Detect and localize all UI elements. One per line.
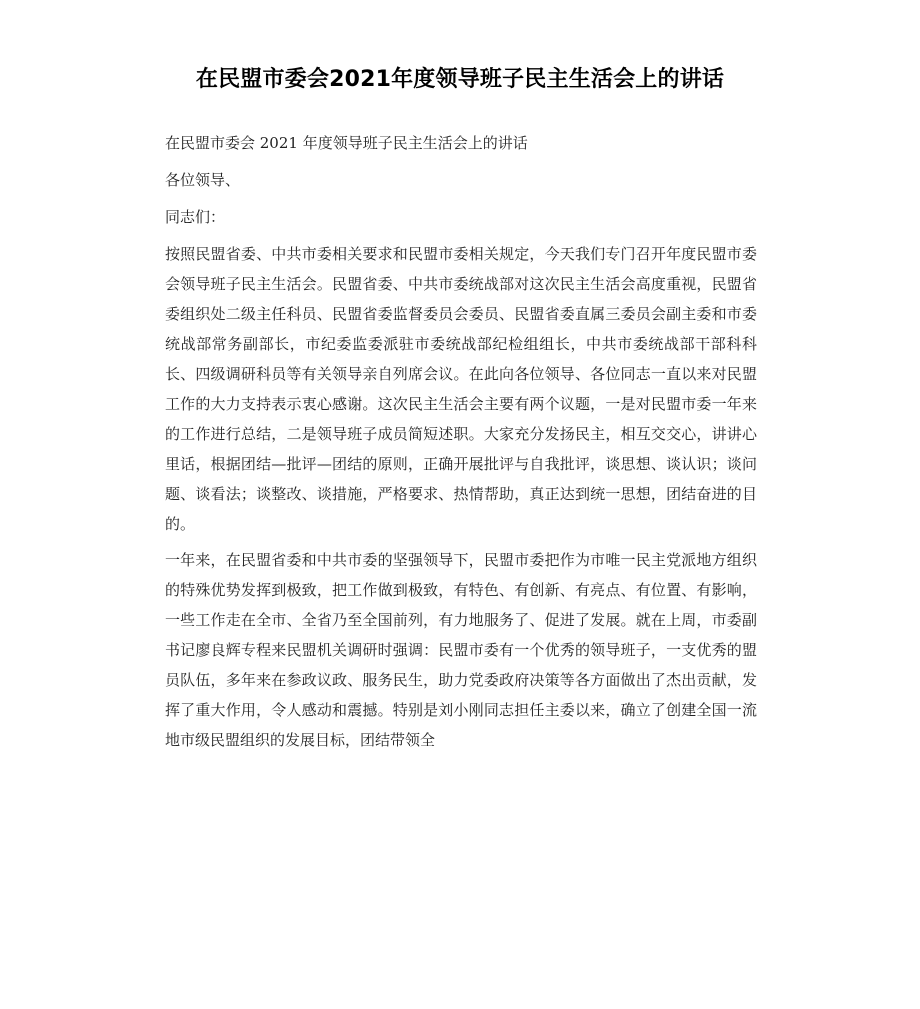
document-body: [165, 128, 757, 755]
document-subtitle: 在民盟市委会 2021 年度领导班子民主生活会上的讲话: [165, 134, 528, 152]
document-title: 在民盟市委会2021年度领导班子民主生活会上的讲话: [195, 67, 725, 92]
salutation-leaders: 各位领导、: [165, 171, 241, 189]
body-paragraph-2: 一年来，在民盟省委和中共市委的坚强领导下，民盟市委把作为市唯一民主党派地方组织的特殊优势发挥到极致，把工作做到极致，有特色、有创新、有亮点、有位置、有影响，一些工作走在全市、全省乃至全国前列，有力地服务了、促进了发展。就在上周，市委副书记廖良辉专程来民盟机关调研时强调：民盟市委有一个优秀的领导班子，一支优秀的盟员队伍，多年来在参政议政、服务民生，助力党委政府决策等各方面做出了杰出贡献，发挥了重大作用，令人感动和震撼。特别是刘小刚同志担任主委以来，确立了创建全国一流地市级民盟组织的发展目标，团结带领全: [165, 551, 757, 749]
salutation-comrades: 同志们：: [165, 208, 226, 226]
body-paragraph-1: 按照民盟省委、中共市委相关要求和民盟市委相关规定，今天我们专门召开年度民盟市委会领导班子民主生活会。民盟省委、中共市委统战部对这次民主生活会高度重视，民盟省委组织处二级主任科员、民盟省委监督委员会委员、民盟省委直属三委员会副主委和市委统战部常务副部长，市纪委监委派驻市委统战部纪检组组长，中共市委统战部干部科科长、四级调研科员等有关领导亲自列席会议。在此向各位领导、各位同志一直以来对民盟工作的大力支持表示衷心感谢。这次民主生活会主要有两个议题，一是对民盟市委一年来的工作进行总结，二是领导班子成员简短述职。大家充分发扬民主，相互交交心，讲讲心里话，根据团结—批评—团结的原则，正确开展批评与自我批评，谈思想、谈认识；谈问题、谈看法；谈整改、谈措施，严格要求、热情帮助，真正达到统一思想，团结奋进的目的。: [165, 245, 757, 533]
